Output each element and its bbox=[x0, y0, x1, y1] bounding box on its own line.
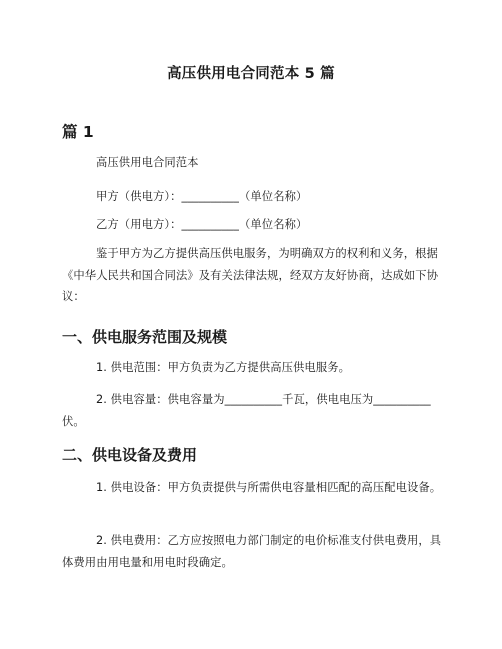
document-title: 高压供用电合同范本 5 篇 bbox=[167, 66, 335, 82]
section-2-item-2: 2. 供电费用：乙方应按照电力部门制定的电价标准支付供电费用，具体费用由用电量和用电时段确定。 bbox=[62, 534, 442, 569]
part-heading: 篇 1 bbox=[62, 123, 94, 141]
contract-name: 高压供用电合同范本 bbox=[96, 156, 199, 169]
party-a-line: 甲方（供电方）：__________（单位名称） bbox=[96, 190, 308, 203]
party-b-line: 乙方（用电方）：__________（单位名称） bbox=[96, 218, 308, 231]
preamble-paragraph: 鉴于甲方为乙方提供高压供电服务，为明确双方的权利和义务，根据《中华人民共和国合同法》及有关法律法规，经双方友好协商，达成如下协议： bbox=[62, 247, 439, 303]
section-heading-supply-scope: 一、供电服务范围及规模 bbox=[62, 328, 228, 346]
section-1-item-2: 2. 供电容量：供电容量为__________千瓦，供电电压为__________伏。 bbox=[62, 393, 431, 428]
section-heading-equipment-fees: 二、供电设备及费用 bbox=[62, 446, 198, 464]
section-2-item-1: 1. 供电设备：甲方负责提供与所需供电容量相匹配的高压配电设备。 bbox=[96, 481, 442, 494]
section-1-item-1: 1. 供电范围：甲方负责为乙方提供高压供电服务。 bbox=[96, 361, 351, 374]
